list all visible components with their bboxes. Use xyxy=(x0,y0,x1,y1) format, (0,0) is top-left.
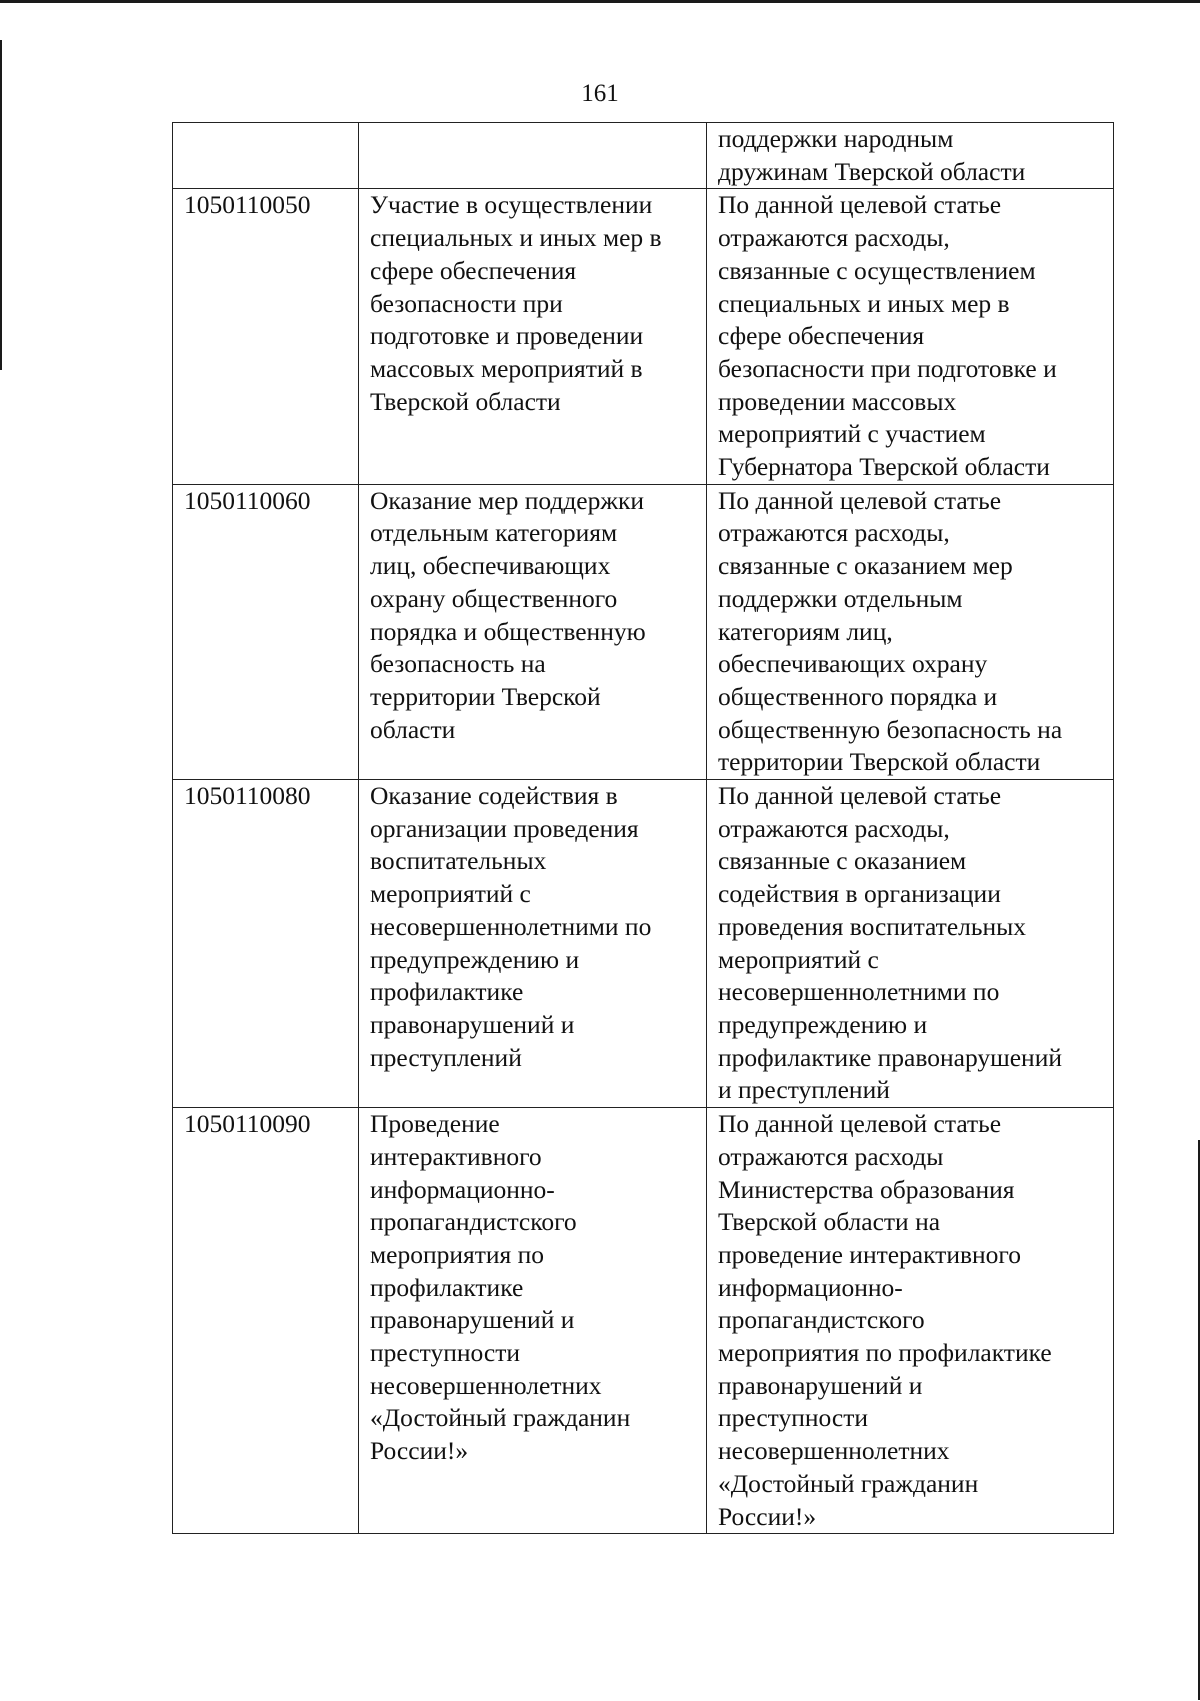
article-description-line: проведение интерактивного xyxy=(718,1239,1021,1269)
article-description-line: мероприятий с участием xyxy=(718,419,986,449)
article-description-line: и преступлений xyxy=(718,1075,890,1105)
article-description-line: безопасности при подготовке и xyxy=(718,353,1057,383)
article-name-cell xyxy=(359,189,707,484)
article-description-cell xyxy=(707,189,1114,484)
article-name-line: правонарушений и xyxy=(370,1009,575,1039)
article-description-line: общественного порядка и xyxy=(718,681,998,711)
article-code: 1050110060 xyxy=(184,485,311,515)
article-name-line: несовершеннолетними по xyxy=(370,911,652,941)
article-description-line: содействия в организации xyxy=(718,879,1001,909)
article-description-line: несовершеннолетних xyxy=(718,1436,950,1466)
article-name-line: «Достойный гражданин xyxy=(370,1403,631,1433)
table-row xyxy=(173,484,1114,779)
table-row xyxy=(173,780,1114,1108)
article-code-cell xyxy=(173,780,359,1108)
article-description-line: специальных и иных мер в xyxy=(718,288,1010,318)
article-name-line: профилактике xyxy=(370,1272,524,1302)
article-description-line: предупреждению и xyxy=(718,1009,928,1039)
article-name-cell xyxy=(359,780,707,1108)
article-description-line: «Достойный гражданин xyxy=(718,1468,979,1498)
article-name-line: отдельным категориям xyxy=(370,518,618,548)
article-name-line: Участие в осуществлении xyxy=(370,190,653,220)
article-description-line: поддержки народным xyxy=(718,124,954,153)
article-name-line: Оказание содействия в xyxy=(370,781,618,811)
article-description-line: поддержки отдельным xyxy=(718,583,963,613)
article-description-line: общественную безопасность на xyxy=(718,714,1063,744)
article-name-line: подготовке и проведении xyxy=(370,321,644,351)
article-name-cell xyxy=(359,1108,707,1534)
article-code-cell xyxy=(173,1108,359,1534)
page-number: 161 xyxy=(581,80,619,107)
article-name-line: территории Тверской xyxy=(370,681,601,711)
article-name-line: предупреждению и xyxy=(370,944,580,974)
article-description-line: отражаются расходы xyxy=(718,1141,944,1171)
article-name-line: преступности xyxy=(370,1338,521,1368)
article-description-line: информационно- xyxy=(718,1272,903,1302)
article-description-line: России!» xyxy=(718,1501,817,1531)
article-description-line: связанные с оказанием xyxy=(718,846,967,876)
article-description-line: отражаются расходы, xyxy=(718,223,950,253)
article-name-line: профилактике xyxy=(370,977,524,1007)
article-description-line: отражаются расходы, xyxy=(718,813,950,843)
article-name-line: Оказание мер поддержки xyxy=(370,485,645,515)
article-description-cell xyxy=(707,484,1114,779)
article-description-line: преступности xyxy=(718,1403,869,1433)
article-code-cell xyxy=(173,484,359,779)
article-name-line: правонарушений и xyxy=(370,1305,575,1335)
article-name-cell xyxy=(359,484,707,779)
article-name-line: Тверской области xyxy=(370,386,561,416)
article-description-cell xyxy=(707,780,1114,1108)
article-description-line: По данной целевой статье xyxy=(718,1109,1002,1139)
article-name-line: мероприятий с xyxy=(370,879,531,909)
article-description-cell xyxy=(707,123,1114,189)
article-description-line: проведении массовых xyxy=(718,386,957,416)
article-description-line: профилактике правонарушений xyxy=(718,1042,1063,1072)
article-description-line: связанные с осуществлением xyxy=(718,255,1036,285)
article-name-line: Проведение xyxy=(370,1109,500,1139)
article-name-line: России!» xyxy=(370,1436,469,1466)
article-description-line: правонарушений и xyxy=(718,1370,923,1400)
article-description-line: мероприятия по профилактике xyxy=(718,1338,1052,1368)
article-description-line: дружинам Тверской области xyxy=(718,156,1026,186)
article-name-line: организации проведения xyxy=(370,813,639,843)
article-name-line: массовых мероприятий в xyxy=(370,353,643,383)
article-description-line: пропагандистского xyxy=(718,1305,925,1335)
article-name-line: безопасность на xyxy=(370,649,546,679)
budget-article-table xyxy=(172,122,1114,1534)
article-description-line: Губернатора Тверской области xyxy=(718,452,1050,482)
scan-edge-top xyxy=(0,0,1200,3)
article-description-line: мероприятий с xyxy=(718,944,879,974)
article-name-line: преступлений xyxy=(370,1042,522,1072)
article-description-line: несовершеннолетними по xyxy=(718,977,1000,1007)
article-description-line: связанные с оказанием мер xyxy=(718,551,1013,581)
article-description-line: категориям лиц, xyxy=(718,616,893,646)
article-description-line: проведения воспитательных xyxy=(718,911,1027,941)
article-name-line: безопасности при xyxy=(370,288,563,318)
article-description-cell xyxy=(707,1108,1114,1534)
article-description-line: обеспечивающих охрану xyxy=(718,649,988,679)
article-name-line: информационно- xyxy=(370,1174,555,1204)
article-name-line: мероприятия по xyxy=(370,1239,545,1269)
article-description-line: отражаются расходы, xyxy=(718,518,950,548)
article-description-line: По данной целевой статье xyxy=(718,485,1002,515)
article-name-line: охрану общественного xyxy=(370,583,618,613)
article-name-line: воспитательных xyxy=(370,846,547,876)
article-code: 1050110080 xyxy=(184,781,311,811)
article-name-line: области xyxy=(370,714,456,744)
article-code-cell xyxy=(173,189,359,484)
article-code-cell xyxy=(173,123,359,189)
article-name-line: порядка и общественную xyxy=(370,616,646,646)
article-name-cell xyxy=(359,123,707,189)
article-name-line: сфере обеспечения xyxy=(370,255,577,285)
article-description-line: сфере обеспечения xyxy=(718,321,925,351)
article-description-line: территории Тверской области xyxy=(718,747,1041,777)
article-code: 1050110050 xyxy=(184,190,311,220)
table-row xyxy=(173,123,1114,189)
article-code: 1050110090 xyxy=(184,1109,311,1139)
article-name-line: пропагандистского xyxy=(370,1207,577,1237)
article-description-line: Тверской области на xyxy=(718,1207,941,1237)
article-name-line: интерактивного xyxy=(370,1141,542,1171)
article-description-line: По данной целевой статье xyxy=(718,190,1002,220)
article-name-line: лиц, обеспечивающих xyxy=(370,551,611,581)
article-name-line: специальных и иных мер в xyxy=(370,223,662,253)
article-name-line: несовершеннолетних xyxy=(370,1370,602,1400)
table-row xyxy=(173,1108,1114,1534)
article-description-line: Министерства образования xyxy=(718,1174,1015,1204)
table-row xyxy=(173,189,1114,484)
article-description-line: По данной целевой статье xyxy=(718,781,1002,811)
